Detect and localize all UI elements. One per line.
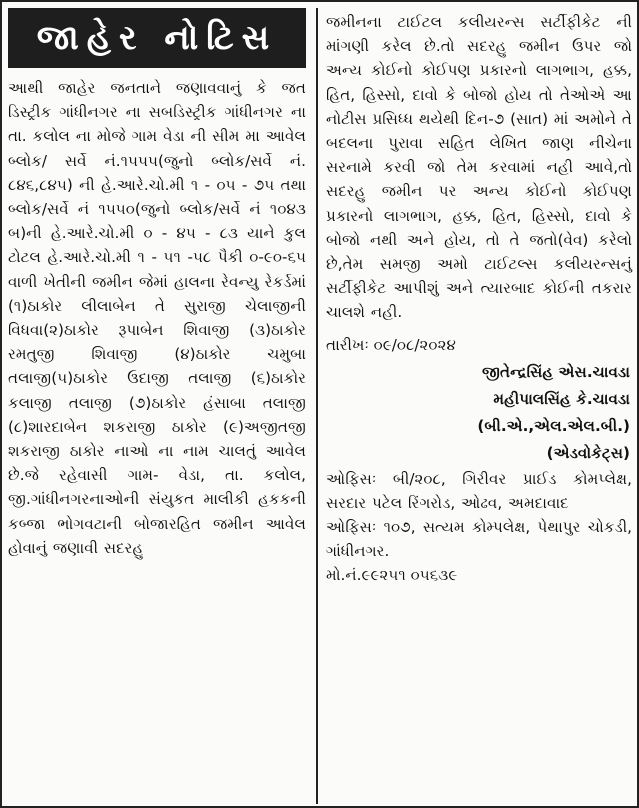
notice-right-column	[326, 8, 632, 804]
qualification: (બી.એ.,એલ.એલ.બી.)	[477, 416, 630, 435]
notice-date: તારીખઃ ૦૯/૦૮/૨૦૨૪	[326, 335, 456, 354]
notice-heading: જાહેર નોટિસ	[8, 8, 306, 68]
notice-body-right: જમીનના ટાઈટલ કલીયરન્સ સર્ટીફીકેટ ની માંગણી કરેલ છે.તો સદરહુ જમીન ઉપર જો અન્ય કોઈનો કોઈપણ પ્રકારનો લાગભાગ, હક્ક, હિત, હિસ્સો, દાવો કે બોજો હોય તો તેઓએ આ નોટીસ પ્રસિધ્ધ થયેથી દિન-૭ (સાત) માં અમોને તે બદલના પુરાવા સહિત લેખિત જાણ નીચેના સરનામે કરવી જો તેમ કરવામાં નહી આવે,તો સદરહુ જમીન પર અન્ય કોઈનો કોઈપણ પ્રકારનો લાગભાગ, હક્ક, હિત, હિસ્સો, દાવો કે બોજો નથી અને હોય, તો તે જતો(વેવ) કરેલો છે,તેમ સમજી અમો ટાઈટલ્સ કલીયરન્સનું સર્ટીફીકેટ આપીશું અને ત્યારબાદ કોઈની તકરાર ચાલશે નહી.	[326, 13, 632, 322]
notice-body-left: આથી જાહેર જનતાને જણાવવાનું કે જત ડિસ્ટ્રીક ગાંધીનગર ના સબડિસ્ટ્રીક ગાંધીનગર ના તા. કલોલ ના મોજે ગામ વેડા ની સીમ મા આવેલ બ્લોક/ સર્વે નં.૧૫૫૫(જુનો બ્લોક/સર્વે નં. ૮૪૬,૮૪૫) ની હે.આરે.ચો.મી ૧ - ૦૫ - ૭૫ તથા બ્લોક/સર્વે નં ૧૫૫૦(જુનો બ્લોક/સર્વે નં ૧૦૪૩ બ)ની હે.આરે.ચો.મી ૦ - ૪૫ - ૮૩ યાને કુલ ટોટલ હે.આરે.ચો.મી ૧ - ૫૧ -૫૮ પૈકી ૦-૯૦-૬૫ વાળી ખેતીની જમીન જેમાં હાલના રેવન્યુ રેકર્ડમાં (૧)ઠાકોર લીલાબેન તે સુરાજી ચેલાજીની વિધવા(૨)ઠાકોર રૂપાબેન શિવાજી (૩)ઠાકોર રમતુજી શિવાજી (૪)ઠાકોર ચમુબા તલાજી(૫)ઠાકોર ઉદાજી તલાજી (૬)ઠાકોર કલાજી તલાજી (૭)ઠાકોર હંસાબા તલાજી (૮)શારદાબેન શકરાજી ઠાકોર (૯)અજીતજી શકરાજી ઠાકોર નાઓ ના નામ ચાલતું આવેલ છે.જે રહેવાસી ગામ- વેડા, તા. કલોલ, જી.ગાંધીનગરનાઓની સંયુકત માલીકી હકકની કબ્જા ભોગવટાની બોજારહિત જમીન આવેલ હોવાનું જણાવી સદરહુ	[8, 79, 306, 557]
signatory-1: જીતેન્દ્રસિંહ એસ.ચાવડા	[482, 362, 630, 381]
mobile-number: મો.નં.૯૯૨૫૧ ૦૫૬૩૯	[326, 566, 458, 585]
column-divider	[316, 8, 318, 804]
designation: (એડવોકેટ્સ)	[546, 443, 630, 462]
office-address-1: ઓફિસઃ બી/૨૦૮, ગિરીવર પ્રાઈડ કોમપ્લેક્ષ, સરદાર પટેલ રિંગરોડ, ઓઢવ, અમદાવાદ	[326, 469, 632, 512]
office-address-2: ઓફિસઃ ૧૦૭, સત્યમ કોમ્પલેક્ષ, પેથાપુર ચોકડી, ગાંધીનગર.	[326, 518, 632, 561]
signatory-2: મહીપાલસિંહ કે.ચાવડા	[493, 389, 630, 408]
notice-left-column	[8, 8, 306, 804]
